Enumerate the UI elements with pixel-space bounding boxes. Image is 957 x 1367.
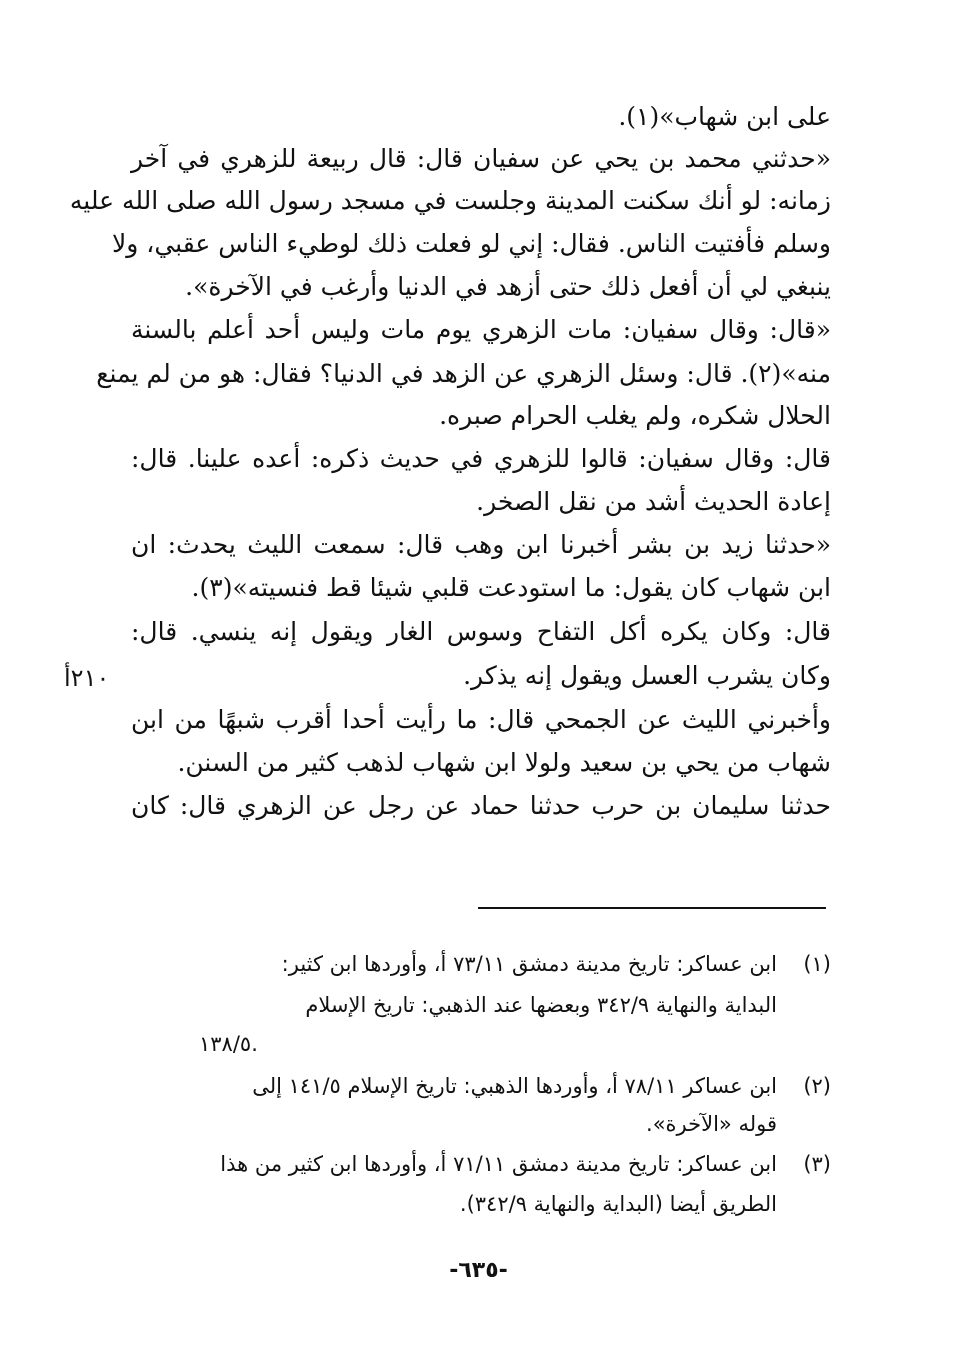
body-line-13: قال: وكان يكره أكل التفاح وسوس الغار ويقول إنه ينسي. قال: bbox=[131, 617, 831, 646]
footnote-2-line-1: ابن عساكر ٧٨/١١ أ، وأوردها الذهبي: تاريخ الإسلام ١٤١/٥ إلى bbox=[252, 1074, 777, 1098]
body-line-11: «حدثنا زيد بن بشر أخبرنا ابن وهب قال: سمعت الليث يحدث: ان bbox=[131, 530, 831, 559]
footnote-3-line-1: ابن عساكر: تاريخ مدينة دمشق ٧١/١١ أ، وأوردها ابن كثير من هذا bbox=[220, 1152, 777, 1176]
footnote-1-line-1: ابن عساكر: تاريخ مدينة دمشق ٧٣/١١ أ، وأوردها ابن كثير: bbox=[281, 952, 777, 976]
footnote-separator bbox=[478, 907, 826, 909]
margin-folio-note: ٢١٠أ bbox=[64, 664, 110, 692]
body-line-14: وكان يشرب العسل ويقول إنه يذكر. bbox=[463, 661, 831, 690]
body-line-3: زمانه: لو أنك سكنت المدينة وجلست في مسجد رسول الله صلى الله عليه bbox=[69, 186, 831, 215]
body-line-6: «قال: وقال سفيان: مات الزهري يوم مات وليس أحد أعلم بالسنة bbox=[131, 315, 831, 344]
body-line-5: ينبغي لي أن أفعل ذلك حتى أزهد في الدنيا وأرغب في الآخرة». bbox=[185, 272, 831, 301]
footnote-3-number: (٣) bbox=[803, 1152, 831, 1176]
footnote-2-line-2: قوله «الآخرة». bbox=[646, 1112, 777, 1136]
footnote-2-number: (٢) bbox=[803, 1074, 831, 1098]
body-line-8: الحلال شكره، ولم يغلب الحرام صبره. bbox=[439, 401, 831, 430]
body-line-15: وأخبرني الليث عن الجمحي قال: ما رأيت أحدا أقرب شبهًا من ابن bbox=[131, 705, 831, 734]
body-line-10: إعادة الحديث أشد من نقل الصخر. bbox=[476, 487, 831, 516]
footnote-1-line-3: ١٣٨/٥. bbox=[199, 1032, 258, 1056]
body-line-17: حدثنا سليمان بن حرب حدثنا حماد عن رجل عن الزهري قال: كان bbox=[131, 791, 831, 820]
footnote-1-line-2: البداية والنهاية ٣٤٢/٩ وبعضها عند الذهبي: تاريخ الإسلام bbox=[305, 993, 777, 1017]
body-line-9: قال: وقال سفيان: قالوا للزهري في حديث ذكره: أعده علينا. قال: bbox=[131, 444, 831, 473]
body-line-1: على ابن شهاب»(١). bbox=[618, 102, 831, 131]
page-number: -٦٣٥- bbox=[449, 1258, 508, 1283]
body-line-7: منه»(٢). قال: وسئل الزهري عن الزهد في الدنيا؟ فقال: هو من لم يمنع bbox=[96, 359, 831, 388]
footnote-3-line-2: الطريق أيضا (البداية والنهاية ٣٤٢/٩). bbox=[459, 1192, 777, 1216]
body-line-12: ابن شهاب كان يقول: ما استودعت قلبي شيئا قط فنسيته»(٣). bbox=[191, 573, 831, 602]
footnote-1-number: (١) bbox=[803, 952, 831, 976]
body-line-16: شهاب من يحي بن سعيد ولولا ابن شهاب لذهب كثير من السنن. bbox=[177, 748, 831, 777]
body-line-4: وسلم فأفتيت الناس. فقال: إني لو فعلت ذلك لوطيء الناس عقبي، ولا bbox=[111, 229, 831, 258]
body-line-2: «حدثني محمد بن يحي عن سفيان قال: قال ربيعة للزهري في آخر bbox=[131, 144, 831, 173]
